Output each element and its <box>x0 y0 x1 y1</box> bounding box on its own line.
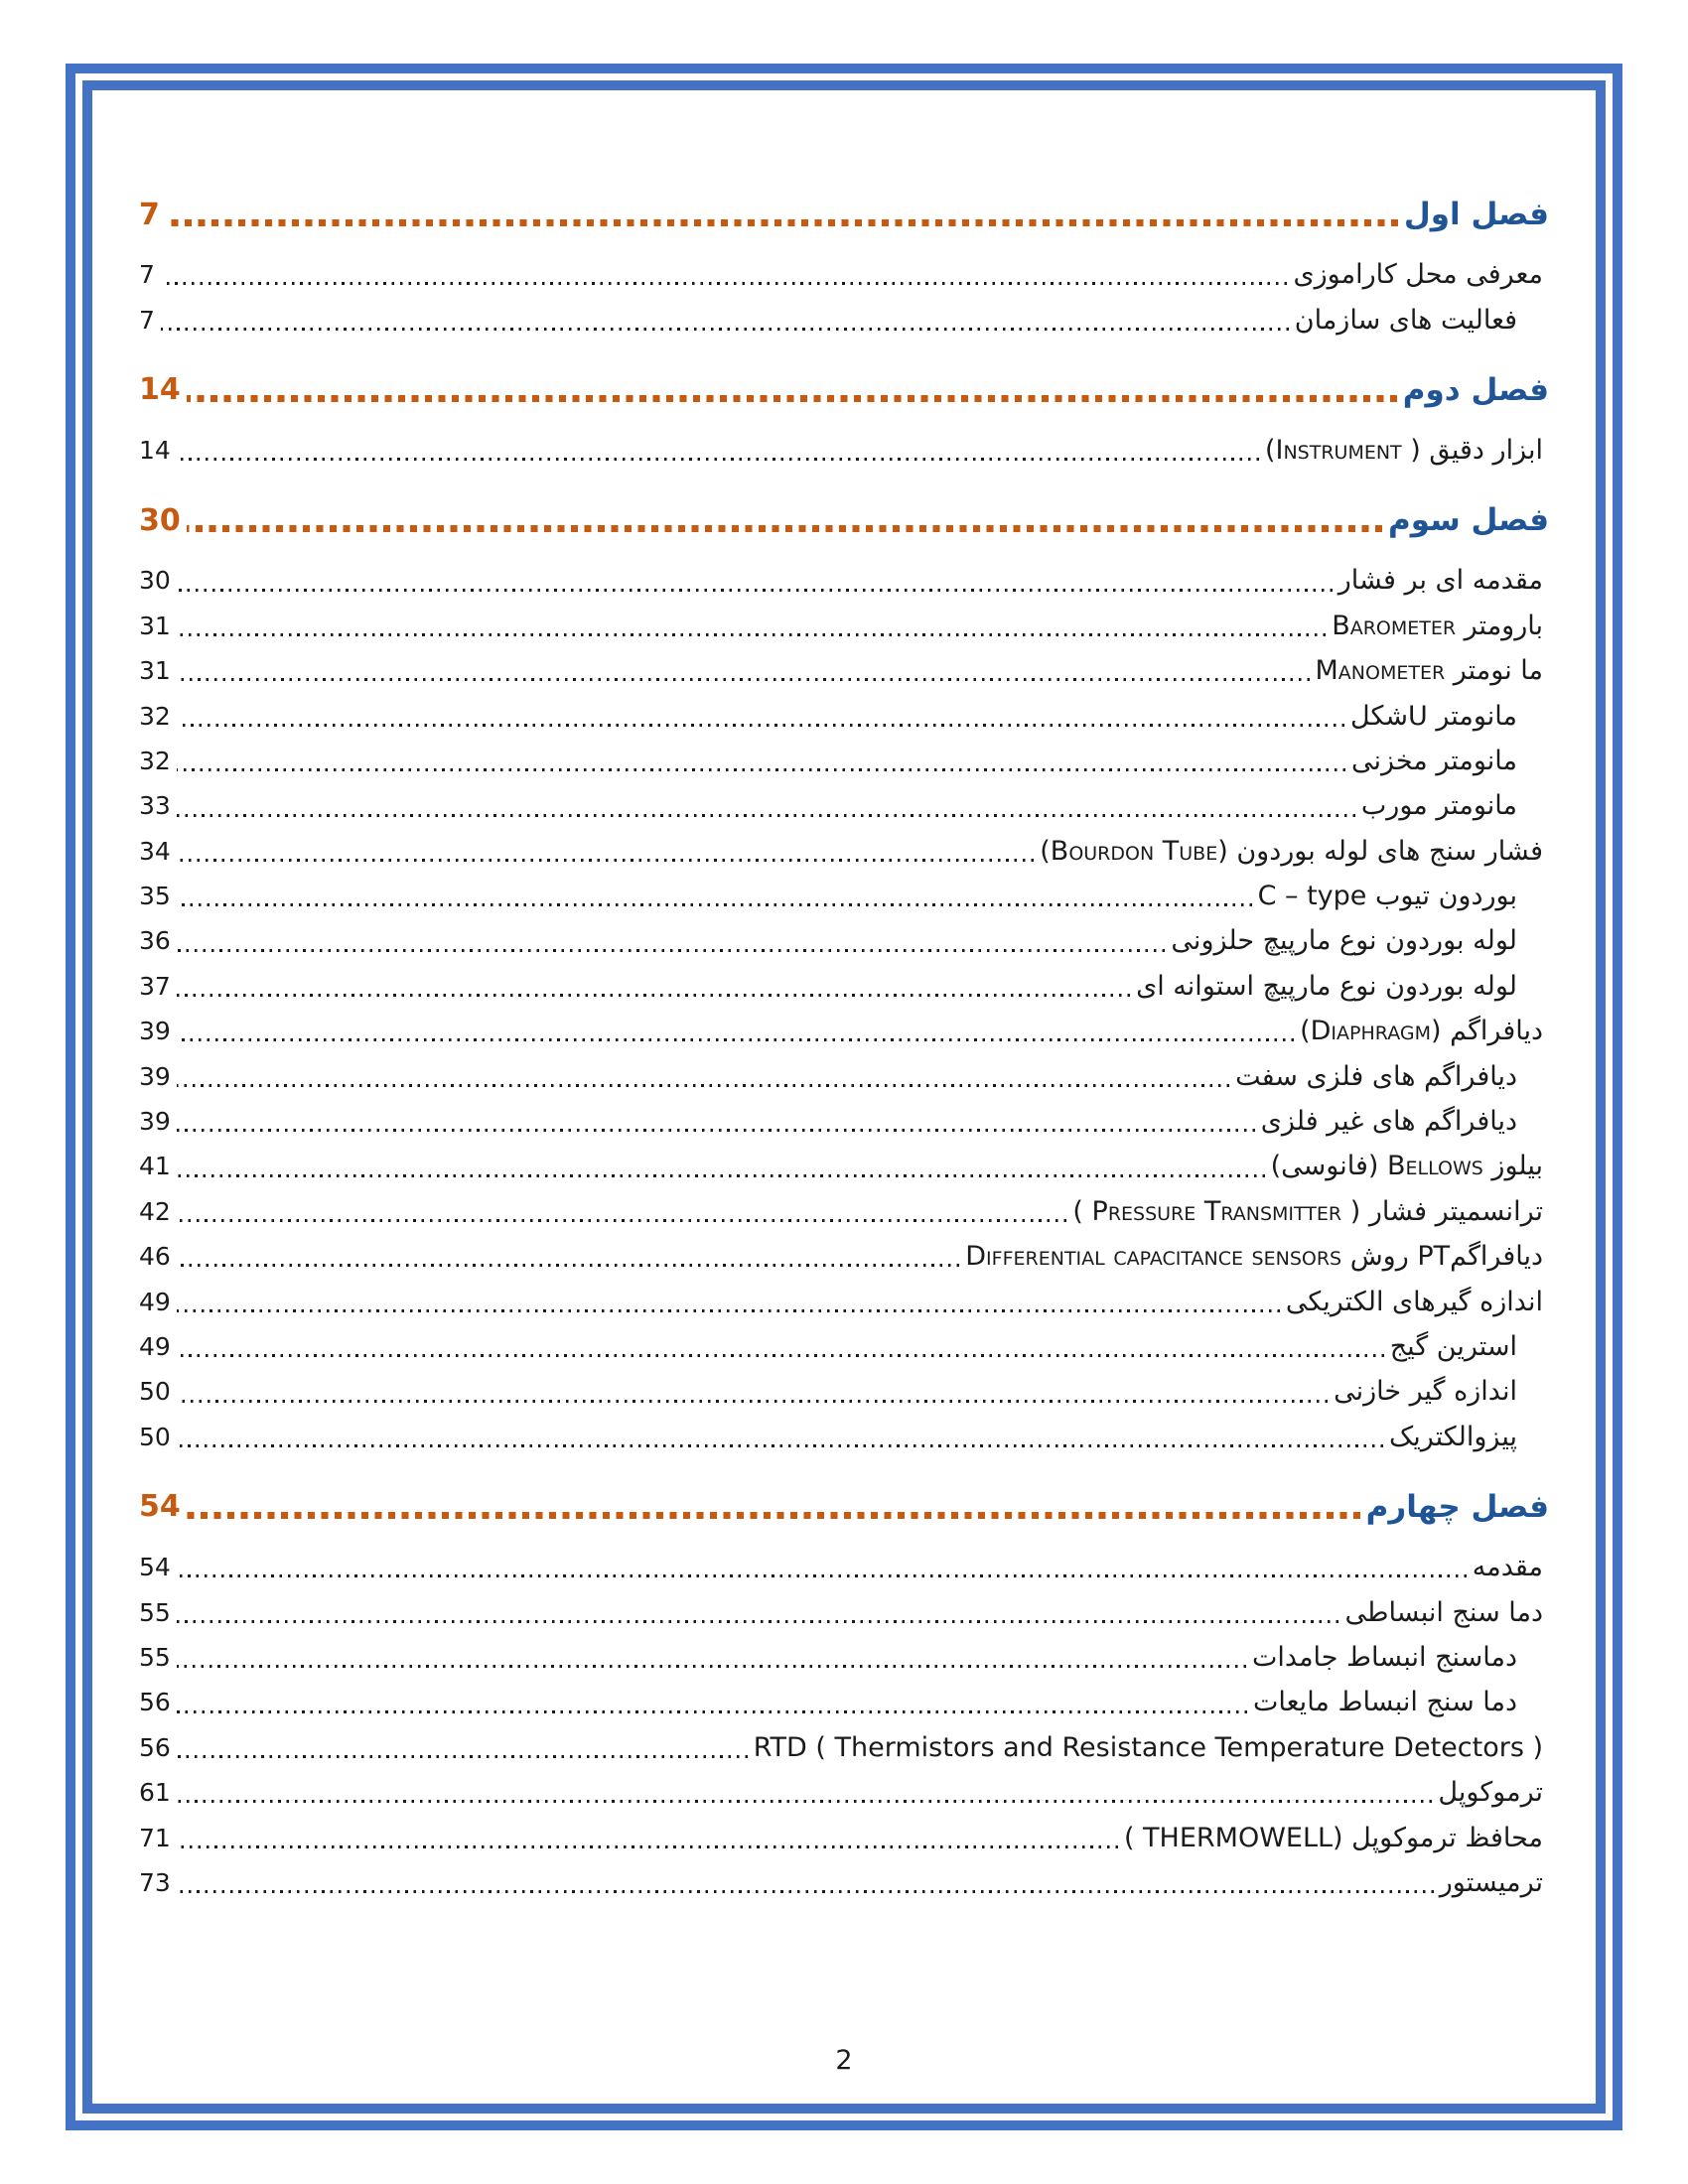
dot-leader <box>187 1512 1360 1519</box>
toc-entry-title: فشار سنج های لوله بوردون ‎(Bourdon Tube)‎ <box>1040 835 1543 867</box>
toc-entry-title: ترانسمیتر فشار ‎( Pressure Transmitter )‎ <box>1072 1195 1543 1227</box>
toc-entry[interactable] <box>139 494 1549 546</box>
toc-entry[interactable] <box>139 1189 1549 1234</box>
toc-entry-page: 34 <box>139 836 171 866</box>
toc-entry[interactable] <box>139 1053 1549 1098</box>
toc-entry-page: 54 <box>139 1489 181 1525</box>
toc-entry[interactable] <box>139 1369 1549 1414</box>
dot-leader <box>177 1710 1247 1713</box>
toc-entry-page: 33 <box>139 791 171 821</box>
table-of-contents <box>139 167 1549 1905</box>
toc-entry[interactable] <box>139 1815 1549 1859</box>
toc-entry-title: دیافراگم ‎(Diaphragm)‎ <box>1300 1016 1543 1047</box>
toc-entry-page: 39 <box>139 1017 171 1046</box>
toc-entry-page: 36 <box>139 926 171 956</box>
toc-entry[interactable] <box>139 964 1549 1009</box>
toc-entry-title: معرفی محل کاراموزی <box>1293 259 1543 291</box>
toc-entry[interactable] <box>139 297 1549 341</box>
toc-entry-page: 31 <box>139 611 171 640</box>
dot-leader <box>177 814 1355 817</box>
toc-entry-title: دیافراگم های فلزی سفت <box>1235 1060 1517 1092</box>
toc-entry-title: بوردون تیوب ‎C – type‎ <box>1257 881 1517 912</box>
dot-leader <box>177 1620 1339 1623</box>
dot-leader <box>177 678 1310 681</box>
toc-entry-page: 71 <box>139 1823 171 1852</box>
toc-entry-title: فصل اول <box>1403 197 1549 232</box>
toc-entry-page: 50 <box>139 1422 171 1451</box>
toc-entry[interactable] <box>139 1589 1549 1634</box>
toc-entry-page: 50 <box>139 1377 171 1407</box>
toc-entry-title: محافظ ترموکوپل ‎( THERMOWELL)‎ <box>1123 1822 1543 1853</box>
dot-leader <box>177 903 1252 906</box>
toc-entry[interactable] <box>139 1481 1549 1533</box>
dot-leader <box>161 328 1289 331</box>
dot-leader <box>177 1890 1434 1893</box>
toc-entry-title: فصل سوم <box>1388 502 1549 539</box>
toc-entry-page: 37 <box>139 971 171 1001</box>
toc-entry-title: ترموکوپل <box>1438 1777 1543 1809</box>
dot-leader <box>177 1574 1467 1577</box>
toc-entry-page: 56 <box>139 1688 171 1717</box>
toc-entry[interactable] <box>139 874 1549 918</box>
toc-entry-title: بارومتر ‎Barometer‎ <box>1332 610 1543 641</box>
toc-entry-title: دیافراگم‎PT‎ روش ‎Differential capacitance sensors‎ <box>965 1241 1543 1273</box>
toc-entry-page: 7 <box>139 305 155 335</box>
toc-entry[interactable] <box>139 648 1549 693</box>
toc-entry-page: 73 <box>139 1867 171 1897</box>
toc-entry-title: لوله بوردون نوع مارپیچ استوانه ای <box>1136 970 1517 1002</box>
toc-entry-page: 14 <box>139 435 171 465</box>
dot-leader <box>177 1129 1255 1132</box>
dot-leader <box>177 589 1333 592</box>
toc-entry[interactable] <box>139 1234 1549 1279</box>
toc-entry-page: 55 <box>139 1597 171 1627</box>
toc-entry-title: استرین گیج <box>1389 1331 1517 1362</box>
dot-leader <box>177 458 1259 461</box>
toc-entry-title: فعالیت های سازمان <box>1294 304 1517 336</box>
toc-entry[interactable] <box>139 693 1549 738</box>
toc-entry-page: 49 <box>139 1332 171 1361</box>
toc-entry-page: 14 <box>139 372 181 408</box>
toc-entry[interactable] <box>139 1144 1549 1188</box>
toc-entry[interactable] <box>139 189 1549 240</box>
dot-leader <box>177 1264 959 1267</box>
dot-leader <box>177 994 1130 997</box>
toc-entry[interactable] <box>139 1635 1549 1680</box>
dot-leader <box>177 1755 748 1758</box>
toc-entry-title: دما سنج انبساطی <box>1344 1596 1543 1628</box>
dot-leader <box>177 949 1166 952</box>
toc-entry[interactable] <box>139 1545 1549 1589</box>
dot-leader <box>177 1174 1265 1177</box>
toc-entry-page: 41 <box>139 1152 171 1181</box>
toc-entry-title: مانومتر Uشکل <box>1350 700 1517 732</box>
toc-entry[interactable] <box>139 364 1549 416</box>
toc-entry[interactable] <box>139 918 1549 963</box>
toc-entry-page: 56 <box>139 1732 171 1762</box>
toc-entry-title: ‎RTD ( Thermistors and Resistance Temperature Detectors )‎ <box>753 1731 1543 1763</box>
toc-entry-title: ابزار دقیق ‎(Instrument )‎ <box>1264 434 1543 466</box>
toc-entry-page: 7 <box>139 260 155 290</box>
dot-leader <box>177 1444 1383 1447</box>
toc-entry-title: مقدمه <box>1472 1552 1543 1583</box>
toc-entry-title: بیلوز ‎Bellows‎ (فانوسی) <box>1270 1151 1543 1182</box>
toc-entry-page: 30 <box>139 566 171 596</box>
toc-entry-page: 61 <box>139 1778 171 1808</box>
dot-leader <box>177 859 1034 862</box>
dot-leader <box>177 1309 1280 1312</box>
toc-entry-page: 39 <box>139 1061 171 1091</box>
toc-entry-page: 54 <box>139 1553 171 1582</box>
toc-entry-page: 32 <box>139 701 171 731</box>
dot-leader <box>177 1400 1328 1403</box>
toc-entry[interactable] <box>139 783 1549 828</box>
toc-entry-page: 55 <box>139 1642 171 1672</box>
dot-leader <box>177 1084 1229 1087</box>
toc-entry-title: اندازه گیرهای الکتریکی <box>1285 1286 1543 1317</box>
toc-entry-page: 30 <box>139 502 181 538</box>
toc-entry-title: دما سنج انبساط مایعات <box>1253 1687 1517 1718</box>
toc-entry[interactable] <box>139 1680 1549 1724</box>
dot-leader <box>177 1845 1118 1848</box>
toc-entry-page: 46 <box>139 1242 171 1272</box>
toc-entry-page: 31 <box>139 656 171 686</box>
toc-entry-title: مقدمه ای بر فشار <box>1337 565 1543 597</box>
toc-entry[interactable] <box>139 829 1549 874</box>
toc-entry-title: اندازه گیر خازنی <box>1334 1376 1517 1408</box>
toc-entry[interactable] <box>139 428 1549 473</box>
toc-entry[interactable] <box>139 1725 1549 1770</box>
toc-entry-title: فصل دوم <box>1402 371 1549 408</box>
toc-entry[interactable] <box>139 558 1549 603</box>
toc-entry[interactable] <box>139 252 1549 297</box>
dot-leader <box>187 525 1382 532</box>
dot-leader <box>177 1219 1067 1222</box>
toc-entry-page: 39 <box>139 1107 171 1137</box>
dot-leader <box>177 1800 1433 1803</box>
toc-entry[interactable] <box>139 604 1549 648</box>
dot-leader <box>161 282 1288 285</box>
toc-entry[interactable] <box>139 1009 1549 1053</box>
toc-entry-title: دماسنج انبساط جامدات <box>1252 1641 1517 1673</box>
toc-entry-title: ترمیستور <box>1439 1866 1543 1898</box>
toc-entry-title: پیزوالکتریک <box>1389 1421 1517 1452</box>
toc-entry[interactable] <box>139 1770 1549 1815</box>
page-number-label: 2 <box>835 2045 853 2076</box>
toc-entry[interactable] <box>139 739 1549 783</box>
dot-leader <box>177 768 1345 771</box>
toc-entry-page: 7 <box>139 197 160 232</box>
toc-entry-page: 49 <box>139 1287 171 1316</box>
toc-entry-title: مانومتر مخزنی <box>1350 745 1517 776</box>
toc-entry[interactable] <box>139 1099 1549 1144</box>
toc-entry-title: فصل چهارم <box>1365 1488 1549 1525</box>
toc-entry-title: مانومتر مورب <box>1360 790 1517 822</box>
dot-leader <box>187 395 1397 402</box>
dot-leader <box>177 1038 1294 1041</box>
dot-leader <box>177 1665 1246 1668</box>
dot-leader <box>177 633 1326 636</box>
toc-entry[interactable] <box>139 1415 1549 1459</box>
toc-entry-page: 32 <box>139 746 171 775</box>
toc-entry-title: ما نومتر ‎Manometer‎ <box>1315 655 1543 687</box>
dot-leader <box>177 724 1344 727</box>
toc-entry-page: 42 <box>139 1196 171 1226</box>
toc-entry-page: 35 <box>139 882 171 911</box>
toc-entry[interactable] <box>139 1324 1549 1369</box>
toc-entry[interactable] <box>139 1279 1549 1323</box>
dot-leader <box>166 219 1398 226</box>
dot-leader <box>177 1354 1384 1357</box>
toc-entry[interactable] <box>139 1860 1549 1905</box>
toc-entry-title: دیافراگم های غیر فلزی <box>1260 1106 1517 1138</box>
toc-entry-title: لوله بوردون نوع مارپیچ حلزونی <box>1171 925 1517 957</box>
